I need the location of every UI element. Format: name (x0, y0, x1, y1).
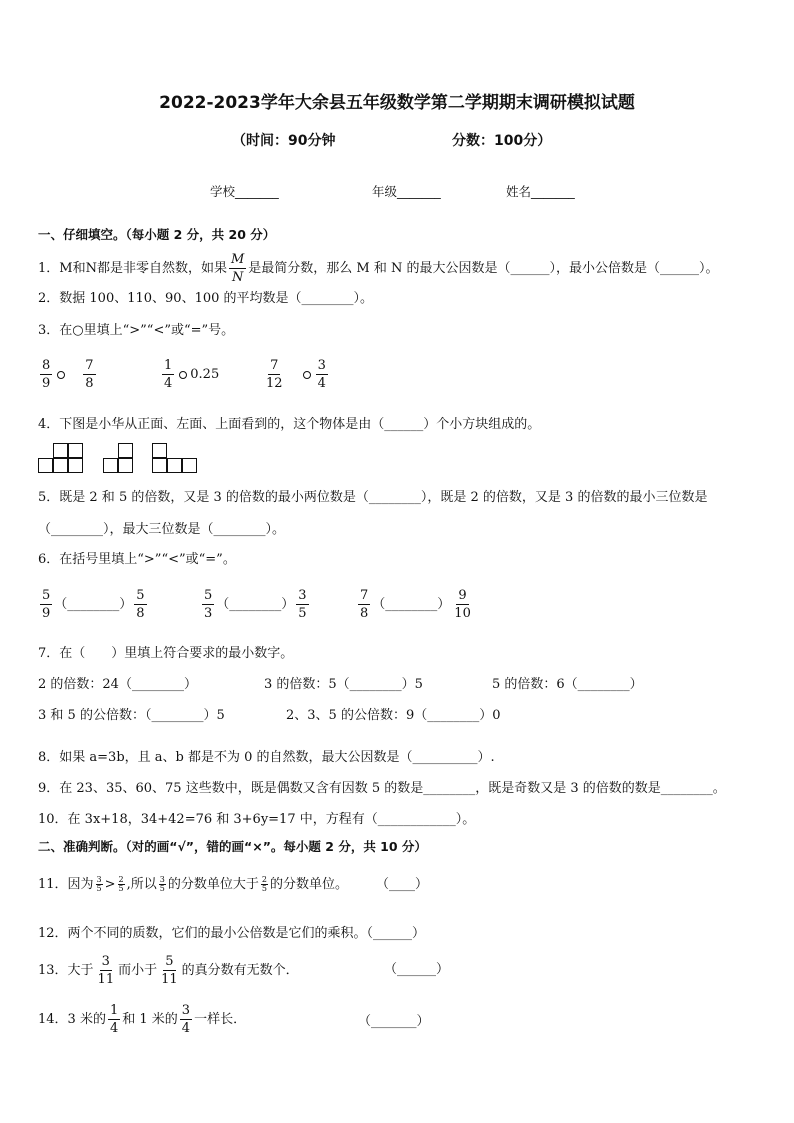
question-14: 14．3 米的 $\frac{1}{4}$ 和 1 米的 $\frac{3}{4}$ 一样长． (38, 1003, 247, 1036)
question-4: 4．下图是小华从正面、左面、上面看到的，这个物体是由（______）个小方块组成的。 (38, 417, 541, 432)
page-title: 2022-2023学年大余县五年级数学第二学期期末调研模拟试题 (159, 93, 635, 113)
left-view-figure (103, 443, 135, 475)
question-7-item-2: 3 的倍数：5（________）5 (264, 677, 423, 692)
question-3-compare-1: $\frac{8}{9}$ $\frac{7}{8}$ (42, 358, 94, 391)
answer-13[interactable]: （______） (384, 962, 450, 977)
question-6-compare-2: $\frac{5}{3}$ （________） $\frac{3}{5}$ (204, 588, 307, 621)
question-1: 1．M和N都是非零自然数，如果 $\frac{M}{N}$ 是最简分数，那么 M 和 N 的最大公因数是（______），最小公倍数是（______）。 (38, 252, 719, 285)
section-heading-fill: 一、仔细填空。（每小题 2 分，共 20 分） (38, 227, 276, 242)
question-9: 9．在 23、35、60、75 这些数中，既是偶数又含有因数 5 的数是________，既是奇数又是 3 的倍数的数是________。 (38, 781, 726, 796)
front-view-figure (38, 443, 86, 475)
exam-time: （时间：90分钟 (232, 133, 336, 149)
question-5-line-1: 5．既是 2 和 5 的倍数，又是 3 的倍数的最小两位数是（________），既是 2 的倍数，又是 3 的倍数的最小三位数是 (38, 490, 708, 505)
question-8: 8．如果 a=3b，且 a、b 都是不为 0 的自然数，最大公因数是（__________）. (38, 750, 495, 765)
compare-circle[interactable] (57, 371, 65, 379)
question-6-compare-3: $\frac{7}{8}$ （________） $\frac{9}{10}$ (360, 588, 471, 621)
question-6: 6．在括号里填上“>”“<”或“=”。 (38, 552, 236, 567)
compare-circle[interactable] (179, 371, 187, 379)
grade-field: 年级_______ (372, 184, 441, 199)
section-heading-judge: 二、准确判断。（对的画“√”，错的画“×”。每小题 2 分，共 10 分） (38, 839, 427, 854)
question-10: 10．在 3x+18，34+42=76 和 3+6y=17 中，方程有（____________）。 (38, 812, 476, 827)
question-7: 7．在（ ）里填上符合要求的最小数字。 (38, 646, 294, 661)
question-7-item-3: 5 的倍数：6（________） (492, 677, 643, 692)
question-3-compare-2: $\frac{1}{4}$ 0.25 (164, 358, 220, 391)
name-field: 姓名_______ (506, 184, 575, 199)
question-12: 12．两个不同的质数，它们的最小公倍数是它们的乘积。（______） (38, 926, 426, 941)
answer-11[interactable]: （____） (376, 877, 429, 892)
exam-score: 分数：100分） (452, 133, 552, 149)
question-7-item-1: 2 的倍数：24（________） (38, 677, 197, 692)
answer-14[interactable]: （_______） (358, 1014, 430, 1029)
question-11: 11．因为 $\frac{3}{5}$ > $\frac{2}{5}$ ,所以 $\frac{3}{5}$ 的分数单位大于 $\frac{2}{5}$ 的分数单位。 (38, 875, 348, 893)
question-7-item-4: 3 和 5 的公倍数：（________）5 (38, 708, 225, 723)
school-field: 学校_______ (210, 184, 279, 199)
question-5-line-2: （________），最大三位数是（________）。 (38, 522, 286, 537)
compare-circle[interactable] (303, 371, 311, 379)
top-view-figure (152, 443, 200, 475)
question-7-item-5: 2、3、5 的公倍数：9（________）0 (286, 708, 501, 723)
question-6-compare-1: $\frac{5}{9}$ （________） $\frac{5}{8}$ (42, 588, 145, 621)
question-3-compare-3: $\frac{7}{12}$ $\frac{3}{4}$ (266, 358, 326, 391)
question-2: 2．数据 100、110、90、100 的平均数是（________）。 (38, 291, 374, 306)
question-13: 13．大于 $\frac{3}{11}$ 而小于 $\frac{5}{11}$ 的真分数有无数个． (38, 954, 299, 987)
question-3: 3．在○里填上“>”“<”或“=”号。 (38, 323, 235, 338)
